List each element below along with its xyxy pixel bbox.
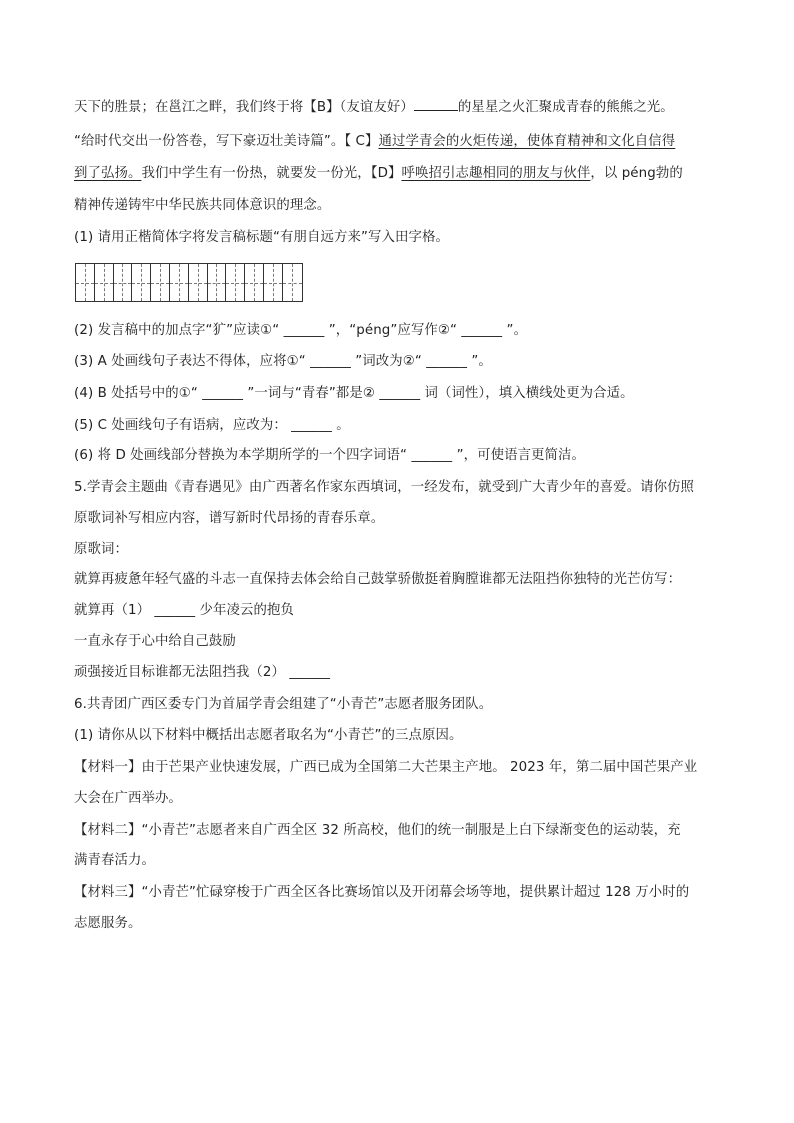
- question-4: (4) B 处括号中的①“ ______ ”一词与“青春”都是② ______ 词（词性），填入横线处更为合适。: [74, 386, 634, 401]
- question-6: (6) 将 D 处画线部分替换为本学期所学的一个四字词语“ ______ ”，可使语言更简洁。: [74, 448, 586, 463]
- grid-cell[interactable]: [226, 264, 245, 301]
- underlined-phrase-d: 呼唤招引志趣相同的朋友与伙伴: [401, 166, 591, 181]
- imitation-line-3: 顽强接近目标谁都无法阻挡我（2） ______: [74, 665, 331, 680]
- underlined-sentence-c-end: 到了弘扬。: [74, 166, 142, 181]
- question-1: (1) 请用正楷简体字将发言稿标题“有朋自远方来”写入田字格。: [74, 230, 449, 245]
- grid-cell[interactable]: [76, 264, 95, 301]
- tianzige-grid: [75, 263, 303, 302]
- original-lyrics-label: 原歌词：: [74, 542, 128, 557]
- text-segment: 的星星之火汇聚成青春的熊熊之光。: [457, 100, 674, 115]
- imitation-line-1: 就算再（1） ______ 少年凌云的抱负: [74, 603, 294, 618]
- material-3-line-1: 【材料三】“小青芒”忙碌穿梭于广西全区各比赛场馆以及开闭幕会场等地，提供累计超过 128 万小时的: [74, 885, 690, 900]
- passage-line-4: 精神传递铸牢中华民族共同体意识的理念。: [74, 198, 331, 213]
- material-1-line-1: 【材料一】由于芒果产业快速发展，广西已成为全国第二大芒果主产地。 2023 年，第二届中国芒果产业: [74, 760, 698, 775]
- material-2-line-1: 【材料二】“小青芒”志愿者来自广西全区 32 所高校，他们的统一制服是上白下绿渐变色的运动装，充: [74, 823, 681, 838]
- material-3-line-2: 志愿服务。: [74, 916, 142, 931]
- material-2-line-2: 满青春活力。: [74, 853, 155, 868]
- question-2: (2) 发言稿中的加点字“犷”应读①“ ______ ”，“péng”应写作②“ ______ ”。: [74, 323, 528, 338]
- text-segment: 天下的胜景；在邕江之畔，我们终于将【B】（友谊友好）: [74, 100, 414, 115]
- imitation-line-2: 一直永存于心中给自己鼓励: [74, 634, 236, 649]
- problem-5-line-1: 5.学青会主题曲《青春遇见》由广西著名作家东西填词，一经发布，就受到广大青少年的喜爱。请你仿照: [74, 480, 695, 495]
- passage-line-2: [74, 132, 675, 152]
- grid-cell[interactable]: [208, 264, 227, 301]
- grid-cell[interactable]: [132, 264, 151, 301]
- passage-line-1: [74, 96, 674, 116]
- problem-5-line-2: 原歌词补写相应内容，谱写新时代昂扬的青春乐章。: [74, 511, 385, 526]
- question-5: (5) C 处画线句子有语病，应改为： ______ 。: [74, 418, 350, 433]
- underlined-sentence-c: 通过学青会的火炬传递，使体育精神和文化自信得: [378, 134, 676, 149]
- problem-6-question-1: (1) 请你从以下材料中概括出志愿者取名为“小青芒”的三点原因。: [74, 728, 463, 743]
- grid-cell[interactable]: [151, 264, 170, 301]
- text-segment: “给时代交出一份答卷，写下豪迈壮美诗篇”。【 C】: [74, 134, 379, 149]
- text-segment: 我们中学生有一份热，就要发一份光，【D】: [141, 166, 402, 181]
- grid-cell[interactable]: [264, 264, 283, 301]
- original-lyrics-text: 就算再疲惫年轻气盛的斗志一直保持去体会给自己鼓掌骄傲挺着胸膛谁都无法阻挡你独特的光芒仿写：: [74, 572, 682, 587]
- grid-cell[interactable]: [114, 264, 133, 301]
- grid-cell[interactable]: [283, 264, 302, 301]
- grid-cell[interactable]: [95, 264, 114, 301]
- material-1-line-2: 大会在广西举办。: [74, 791, 182, 806]
- grid-cell[interactable]: [245, 264, 264, 301]
- question-3: (3) A 处画线句子表达不得体，应将①“ ______ ”词改为②“ ______ ”。: [74, 354, 492, 369]
- problem-6: 6.共青团广西区委专门为首届学青会组建了“小青芒”志愿者服务团队。: [74, 697, 493, 712]
- grid-cell[interactable]: [189, 264, 208, 301]
- blank-line: [414, 96, 458, 111]
- passage-line-3: [74, 164, 683, 184]
- text-segment: ，以 péng勃的: [590, 166, 683, 181]
- grid-cell[interactable]: [170, 264, 189, 301]
